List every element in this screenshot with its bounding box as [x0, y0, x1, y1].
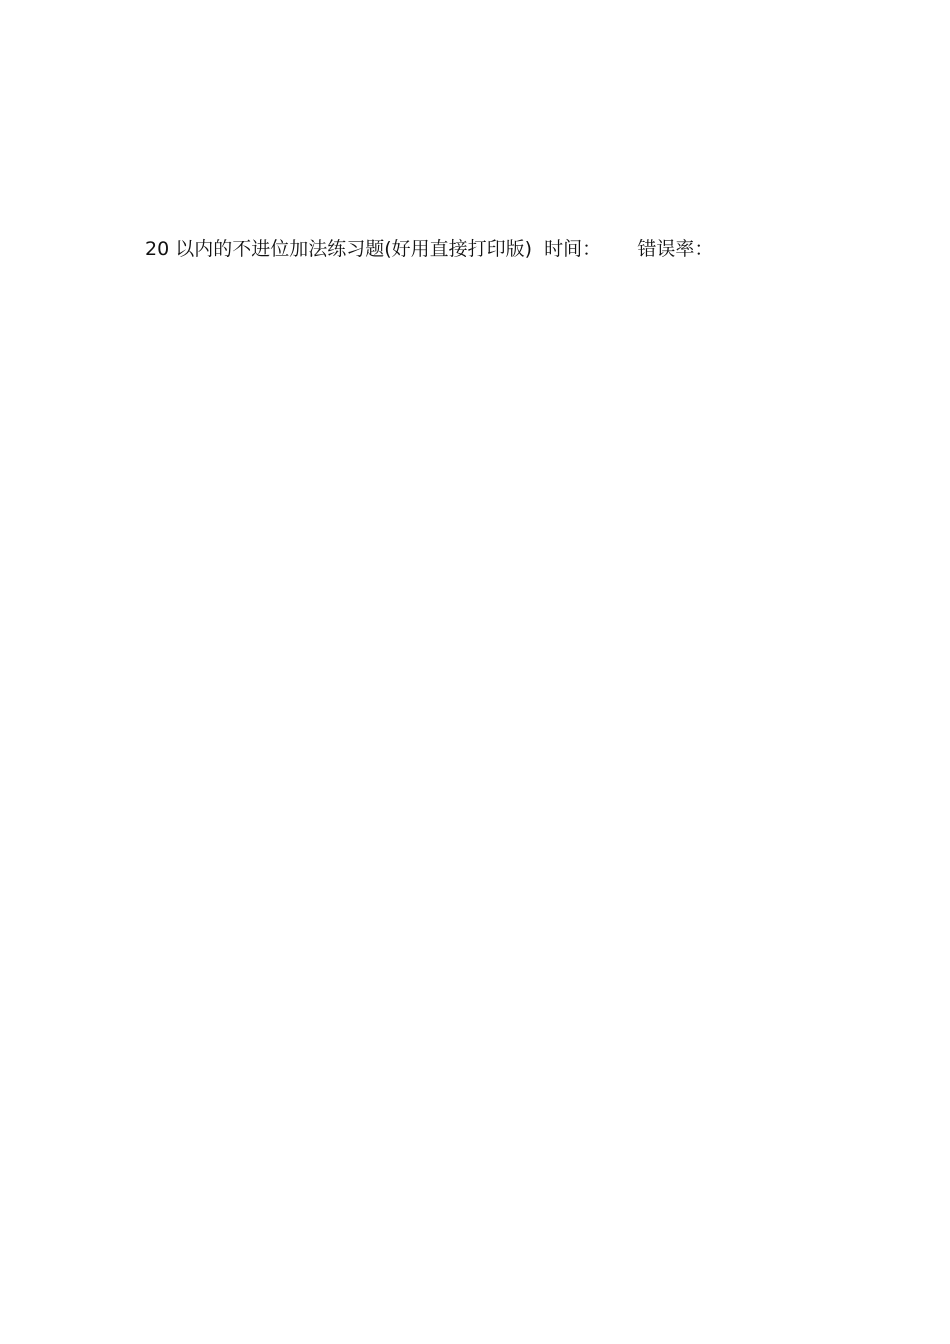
worksheet-title: 20 以内的不进位加法练习题(好用直接打印版) 时间： 错误率： [145, 238, 714, 260]
